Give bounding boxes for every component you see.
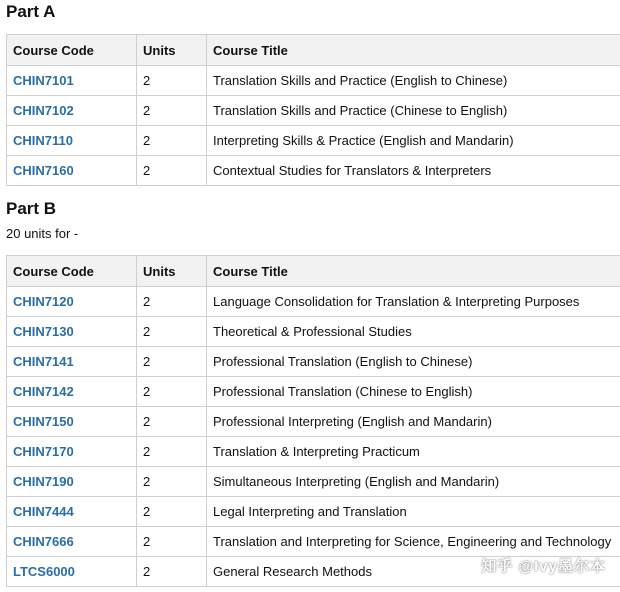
table-row [7,156,620,186]
course-title-cell: Translation Skills and Practice (Chinese to English) [207,96,620,126]
course-title-cell: Legal Interpreting and Translation [207,497,620,527]
watermark: 知乎 @Ivy墨尔本 [481,558,606,575]
table-row [7,407,620,437]
course-title-cell: Contextual Studies for Translators & Interpreters [207,156,620,186]
course-title-cell: Translation Skills and Practice (English to Chinese) [207,66,620,96]
table-row [7,467,620,497]
units-cell: 2 [137,497,207,527]
course-title-cell: Interpreting Skills & Practice (English and Mandarin) [207,126,620,156]
course-title-cell: Professional Translation (English to Chinese) [207,347,620,377]
course-title-cell: General Research Methods [207,557,620,587]
units-cell: 2 [137,126,207,156]
course-code-link[interactable]: CHIN7101 [13,73,74,88]
table-row [7,126,620,156]
units-cell: 2 [137,407,207,437]
header-course-title: Course Title [207,35,620,66]
part-a-title: Part A [6,2,56,21]
units-cell: 2 [137,557,207,587]
course-code-cell [7,287,137,317]
units-cell: 2 [137,377,207,407]
table-row [7,527,620,557]
table-row [7,96,620,126]
part-a-table [6,34,620,186]
table-row [7,287,620,317]
course-title-cell: Professional Translation (Chinese to English) [207,377,620,407]
table-row [7,317,620,347]
course-code-cell [7,557,137,587]
units-cell: 2 [137,156,207,186]
table-row [7,66,620,96]
header-course-title: Course Title [207,256,620,287]
units-cell: 2 [137,66,207,96]
course-code-cell [7,467,137,497]
header-course-code: Course Code [7,256,137,287]
units-cell: 2 [137,467,207,497]
table-header-row [7,35,620,66]
course-title-cell: Professional Interpreting (English and Mandarin) [207,407,620,437]
part-b-title: Part B [6,199,57,218]
course-code-link[interactable]: CHIN7141 [13,354,74,369]
course-code-cell [7,407,137,437]
units-cell: 2 [137,347,207,377]
course-code-cell [7,437,137,467]
course-code-cell [7,156,137,186]
course-code-cell [7,527,137,557]
course-code-link[interactable]: LTCS6000 [13,564,75,579]
table-row [7,347,620,377]
course-code-link[interactable]: CHIN7170 [13,444,74,459]
course-code-link[interactable]: CHIN7120 [13,294,74,309]
header-units: Units [137,35,207,66]
units-cell: 2 [137,317,207,347]
course-title-cell: Language Consolidation for Translation & Interpreting Purposes [207,287,620,317]
course-code-link[interactable]: CHIN7666 [13,534,74,549]
course-code-link[interactable]: CHIN7150 [13,414,74,429]
part-b-table [6,255,620,587]
course-code-link[interactable]: CHIN7110 [13,133,73,148]
table-row [7,437,620,467]
course-title-cell: Translation & Interpreting Practicum [207,437,620,467]
course-code-link[interactable]: CHIN7190 [13,474,74,489]
course-code-link[interactable]: CHIN7160 [13,163,74,178]
table-header-row [7,256,620,287]
part-b-subtitle: 20 units for - [6,226,79,241]
units-cell: 2 [137,287,207,317]
units-cell: 2 [137,437,207,467]
course-title-cell: Simultaneous Interpreting (English and Mandarin) [207,467,620,497]
course-code-cell [7,126,137,156]
units-cell: 2 [137,96,207,126]
course-code-link[interactable]: CHIN7130 [13,324,74,339]
header-course-code: Course Code [7,35,137,66]
header-units: Units [137,256,207,287]
course-code-link[interactable]: CHIN7142 [13,384,74,399]
course-title-cell: Translation and Interpreting for Science, Engineering and Technology [207,527,620,557]
course-code-cell [7,377,137,407]
course-code-cell [7,96,137,126]
table-row [7,497,620,527]
course-code-cell [7,317,137,347]
course-code-cell [7,66,137,96]
table-row [7,377,620,407]
course-code-link[interactable]: CHIN7102 [13,103,74,118]
course-code-cell [7,347,137,377]
units-cell: 2 [137,527,207,557]
course-title-cell: Theoretical & Professional Studies [207,317,620,347]
course-code-cell [7,497,137,527]
course-code-link[interactable]: CHIN7444 [13,504,74,519]
